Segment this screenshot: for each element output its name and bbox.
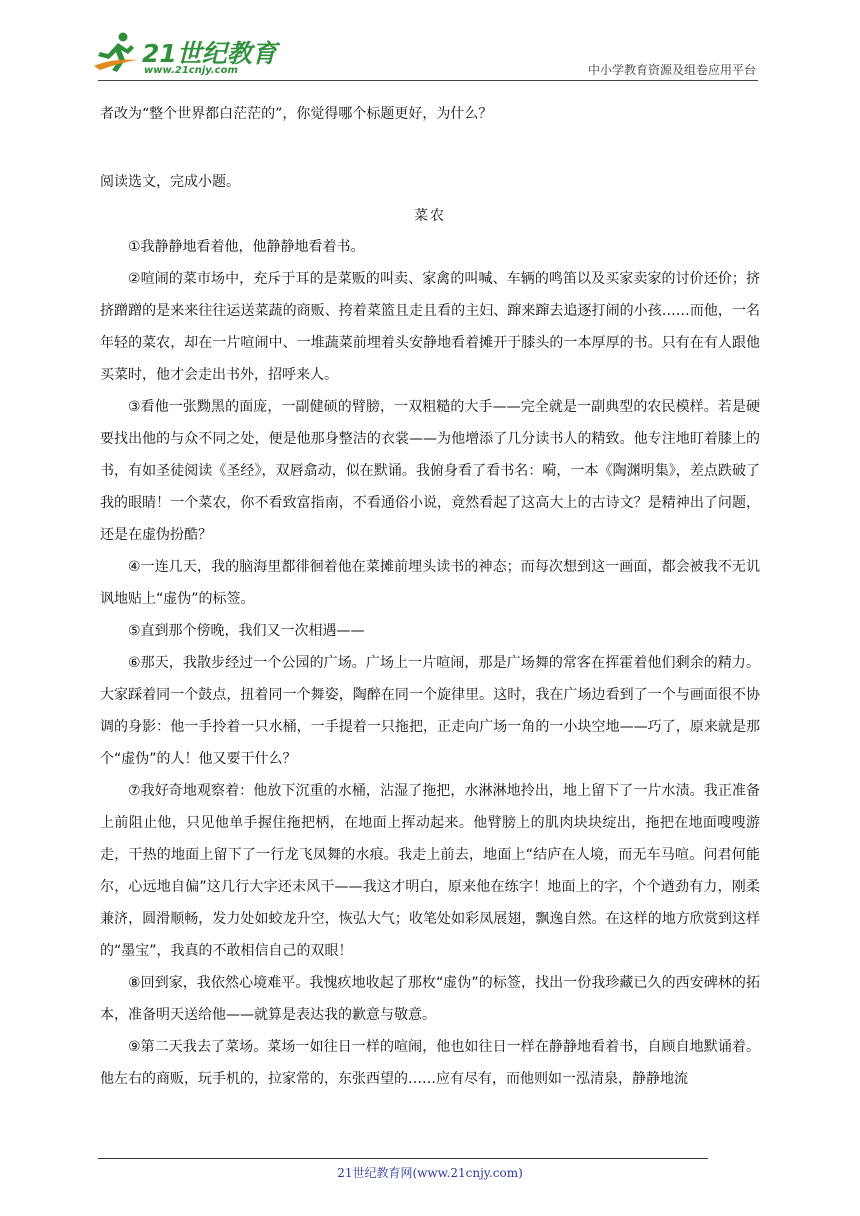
platform-tagline: 中小学教育资源及组卷应用平台 xyxy=(587,63,756,77)
article-title: 菜农 xyxy=(414,208,446,224)
article-paragraph: ④一连几天，我的脑海里都徘徊着他在菜摊前埋头读书的神态；而每次想到这一画面，都会被我不无讥讽地贴上“虚伪”的标签。 xyxy=(100,559,760,607)
article-paragraph: ⑥那天，我散步经过一个公园的广场。广场上一片喧闹，那是广场舞的常客在挥霍着他们剩余的精力。大家踩着同一个鼓点，扭着同一个舞姿，陶醉在同一个旋律里。这时，我在广场边看到了一个与画面很不协调的身影：他一手拎着一只水桶，一手提着一只拖把，正走向广场一角的一小块空地——巧了，原来就是那个“虚伪”的人！他又要干什么？ xyxy=(100,655,760,767)
article-paragraph: ⑦我好奇地观察着：他放下沉重的水桶，沾湿了拖把，水淋淋地拎出，地上留下了一片水渍。我正准备上前阻止他，只见他单手握住拖把柄，在地面上挥动起来。他臂膀上的肌肉块块绽出，拖把在地面嗖嗖游走，干热的地面上留下了一行龙飞凤舞的水痕。我走上前去，地面上“结庐在人境，而无车马喧。问君何能尔，心远地自偏”这几行大字还未风干——我这才明白，原来他在练字！地面上的字，个个遒劲有力，刚柔兼济，圆滑顺畅，发力处如蛟龙升空，恢弘大气；收笔处如彩凤展翅，飘逸自然。在这样的地方欣赏到这样的“墨宝”，我真的不敢相信自己的双眼！ xyxy=(100,783,760,959)
article-paragraph: ②喧闹的菜市场中，充斥于耳的是菜贩的叫卖、家禽的叫喊、车辆的鸣笛以及买家卖家的讨价还价；挤挤蹭蹭的是来来往往运送菜蔬的商贩、挎着菜篮且走且看的主妇、蹿来蹿去追逐打闹的小孩……而他，一名年轻的菜农，却在一片喧闹中、一堆蔬菜前埋着头安静地看着摊开于膝头的一本厚厚的书。只有在有人跟他买菜时，他才会走出书外，招呼来人。 xyxy=(100,271,760,383)
question-tail: 者改为“整个世界都白茫茫的”，你觉得哪个标题更好，为什么？ xyxy=(100,106,493,122)
article-paragraph: ⑨第二天我去了菜场。菜场一如往日一样的喧闹，他也如往日一样在静静地看着书，自顾自地默诵着。他左右的商贩，玩手机的，拉家常的，东张西望的……应有尽有，而他则如一泓清泉，静静地流 xyxy=(100,1039,760,1087)
logo-text: 21世纪教育 xyxy=(142,39,277,68)
article-paragraph: ①我静静地看着他，他静静地看着书。 xyxy=(128,239,365,255)
site-logo[interactable] xyxy=(92,30,277,80)
logo-url: www.21cnjy.com xyxy=(144,65,238,76)
runner-logo-icon xyxy=(92,30,144,76)
article-paragraph: ⑧回到家，我依然心境难平。我愧疚地收起了那枚“虚伪”的标签，找出一份我珍藏已久的西安碑林的拓本，准备明天送给他——就算是表达我的歉意与敬意。 xyxy=(100,975,760,1023)
footer-divider xyxy=(98,1158,708,1159)
reading-instruction: 阅读选文，完成小题。 xyxy=(100,174,240,190)
article-paragraph: ⑤直到那个傍晚，我们又一次相遇—— xyxy=(128,623,365,639)
footer-link[interactable]: 21世纪教育网(www.21cnjy.com) xyxy=(337,1166,523,1180)
article-paragraph: ③看他一张黝黑的面庞，一副健硕的臂膀，一双粗糙的大手——完全就是一副典型的农民模样。若是硬要找出他的与众不同之处，便是他那身整洁的衣裳——为他增添了几分读书人的精致。他专注地盯着膝上的书，有如圣徒阅读《圣经》，双唇翕动，似在默诵。我俯身看了看书名：嗬，一本《陶渊明集》，差点跌破了我的眼睛！一个菜农，你不看致富指南，不看通俗小说，竟然看起了这高大上的古诗文？是精神出了问题，还是在虚伪扮酷？ xyxy=(100,399,760,543)
header-divider xyxy=(98,80,758,81)
page-header xyxy=(0,0,860,84)
document-body xyxy=(100,97,760,1095)
